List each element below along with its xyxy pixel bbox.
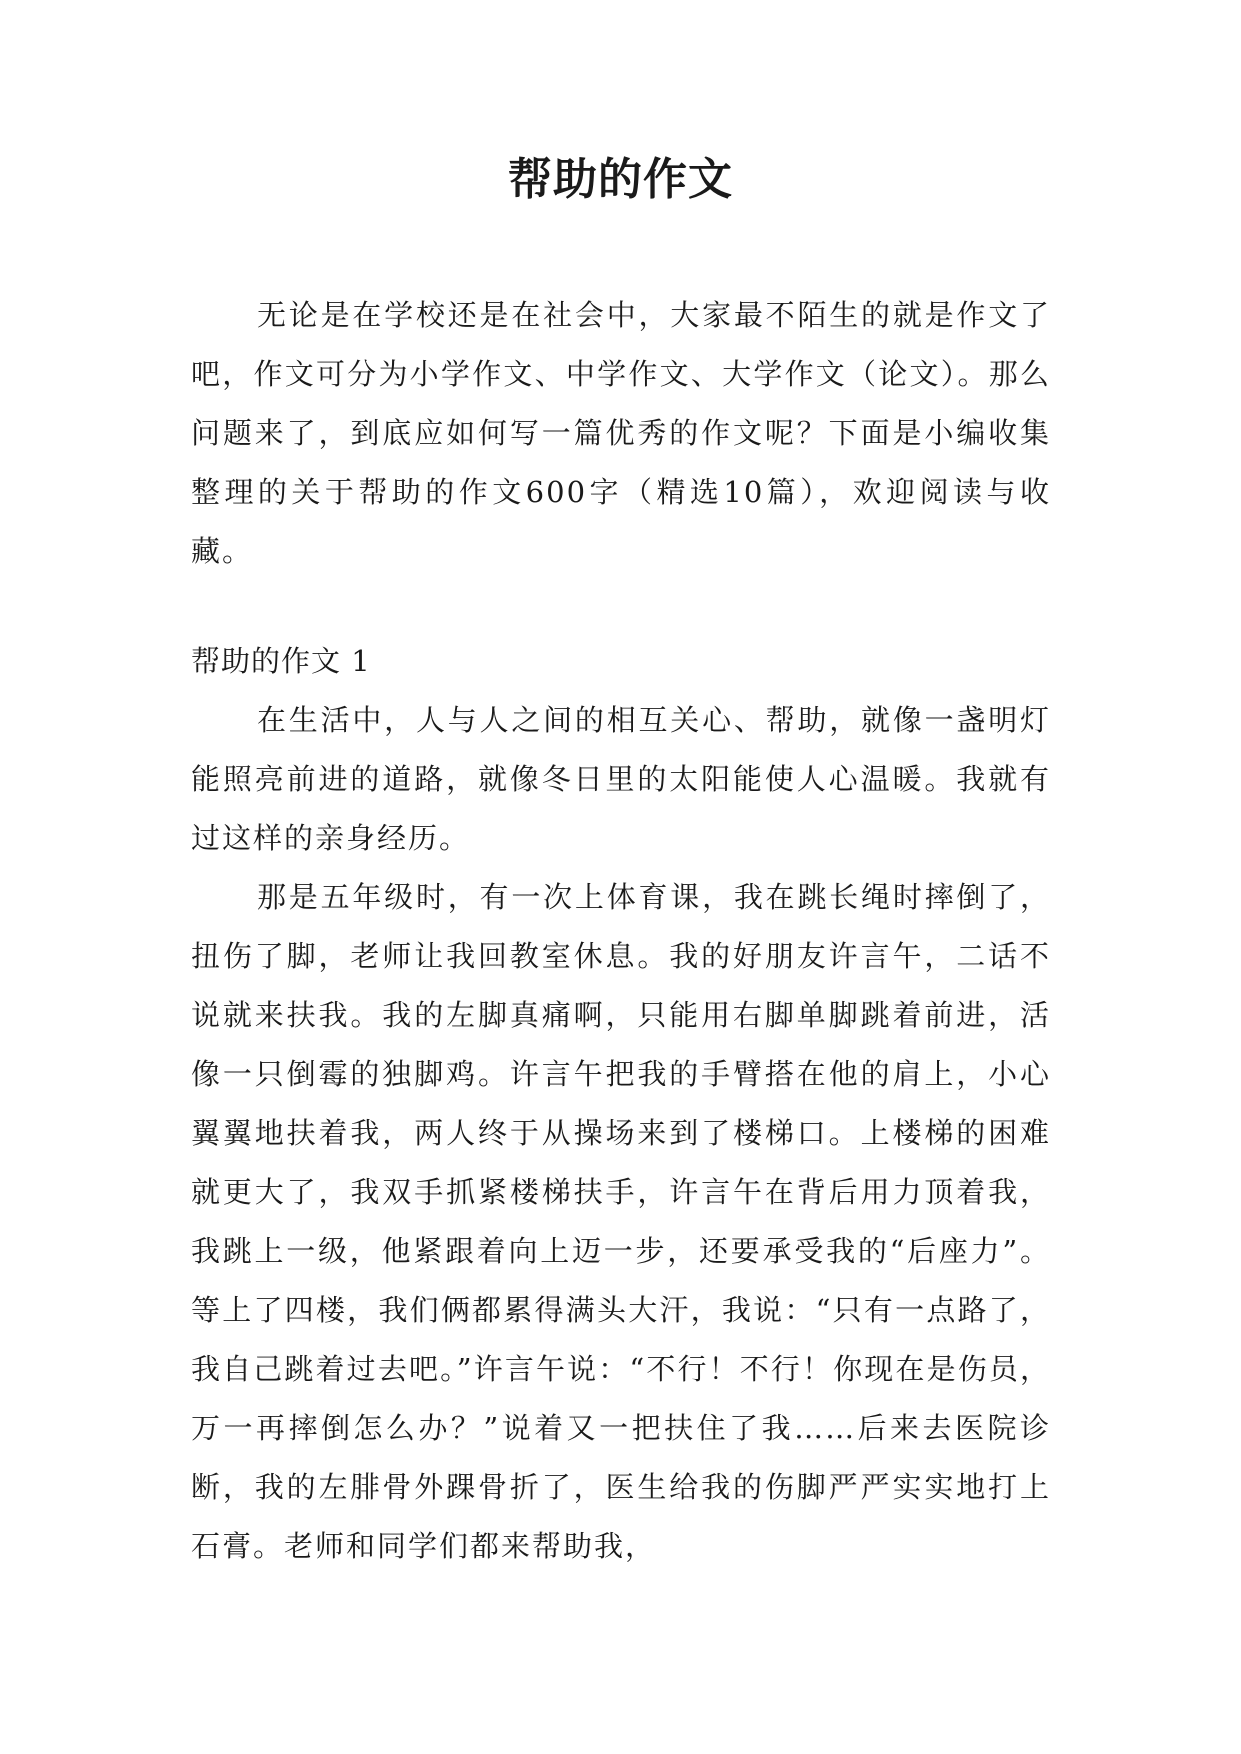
intro-section [191,286,1051,581]
intro-paragraph: 无论是在学校还是在社会中，大家最不陌生的就是作文了吧，作文可分为小学作文、中学作文、大学作文（论文）。那么问题来了，到底应如何写一篇优秀的作文呢？下面是小编收集整理的关于帮助的作文600字（精选10篇），欢迎阅读与收藏。 [191,298,1051,568]
essay-paragraph-2: 那是五年级时，有一次上体育课，我在跳长绳时摔倒了，扭伤了脚，老师让我回教室休息。我的好朋友许言午，二话不说就来扶我。我的左脚真痛啊，只能用右脚单脚跳着前进，活像一只倒霉的独脚鸡。许言午把我的手臂搭在他的肩上，小心翼翼地扶着我，两人终于从操场来到了楼梯口。上楼梯的困难就更大了，我双手抓紧楼梯扶手，许言午在背后用力顶着我，我跳上一级，他紧跟着向上迈一步，还要承受我的“后座力”。等上了四楼，我们俩都累得满头大汗，我说：“只有一点路了，我自己跳着过去吧。”许言午说：“不行！不行！你现在是伤员，万一再摔倒怎么办？”说着又一把扶住了我……后来去医院诊断，我的左腓骨外踝骨折了，医生给我的伤脚严严实实地打上石膏。老师和同学们都来帮助我， [191,880,1051,1563]
essay-paragraph-1: 在生活中，人与人之间的相互关心、帮助，就像一盏明灯能照亮前进的道路，就像冬日里的太阳能使人心温暖。我就有过这样的亲身经历。 [191,703,1051,855]
essay-section [191,632,1051,1576]
essay-heading: 帮助的作文 1 [191,644,371,678]
document-title: 帮助的作文 [508,154,733,205]
